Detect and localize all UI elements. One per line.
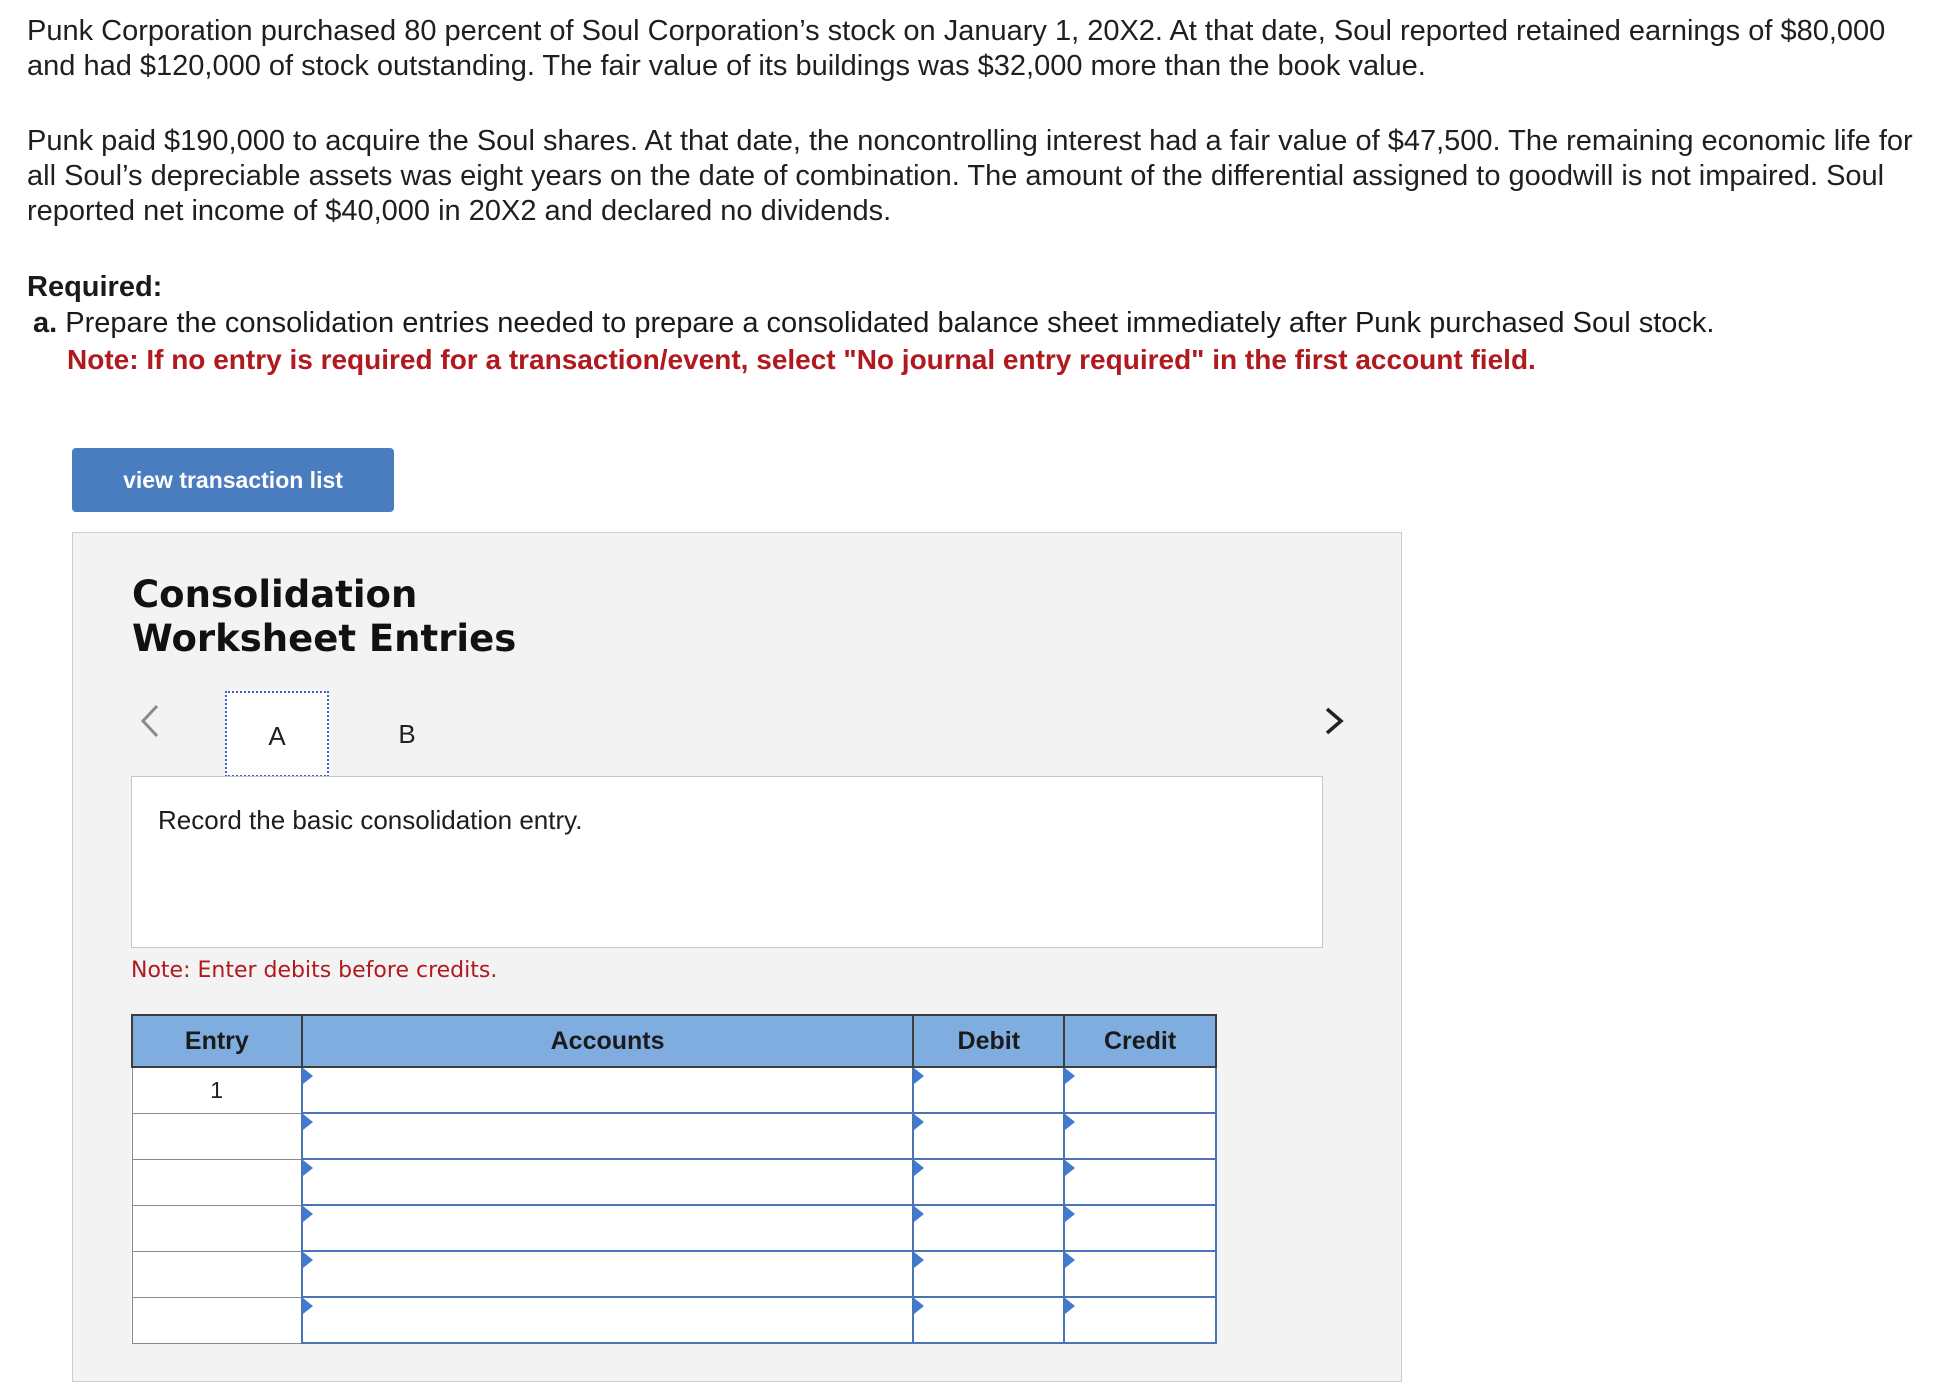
entry-number xyxy=(132,1205,302,1251)
worksheet-title-line2: Worksheet Entries xyxy=(132,617,517,660)
chevron-left-icon[interactable] xyxy=(135,701,165,741)
entry-number: 1 xyxy=(132,1067,302,1113)
no-entry-note: Note: If no entry is required for a transaction/event, select "No journal entry required" in the first account field. xyxy=(67,344,1536,375)
debit-column-header: Debit xyxy=(913,1015,1064,1067)
triangle-right-icon xyxy=(1065,1114,1075,1130)
tab-a[interactable]: A xyxy=(225,691,329,777)
account-select[interactable] xyxy=(302,1067,914,1113)
account-input[interactable] xyxy=(303,1114,913,1158)
debit-input[interactable] xyxy=(914,1068,1063,1112)
debit-field[interactable] xyxy=(913,1205,1064,1251)
account-input[interactable] xyxy=(303,1206,913,1250)
debit-field[interactable] xyxy=(913,1297,1064,1343)
credit-input[interactable] xyxy=(1065,1206,1215,1250)
worksheet-panel xyxy=(72,532,1402,1382)
triangle-right-icon xyxy=(914,1114,924,1130)
table-row xyxy=(132,1113,1216,1159)
credit-field[interactable] xyxy=(1064,1251,1216,1297)
triangle-right-icon xyxy=(303,1206,313,1222)
debit-input[interactable] xyxy=(914,1160,1063,1204)
triangle-right-icon xyxy=(303,1252,313,1268)
worksheet-title xyxy=(132,573,632,661)
view-transaction-list-button[interactable]: view transaction list xyxy=(72,448,394,512)
debit-input[interactable] xyxy=(914,1298,1063,1342)
account-select[interactable] xyxy=(302,1159,914,1205)
problem-paragraph-1: Punk Corporation purchased 80 percent of Soul Corporation’s stock on January 1, 20X2. At that date, Soul reported retained earnings of $80,000 and had $120,000 of stock outstanding. The fair value of its buildings was $32,000 more than the book value. xyxy=(27,15,1886,82)
tab-b[interactable]: B xyxy=(398,719,416,749)
account-input[interactable] xyxy=(303,1068,913,1112)
triangle-right-icon xyxy=(1065,1068,1075,1084)
required-letter: a. xyxy=(33,307,58,339)
triangle-right-icon xyxy=(303,1068,313,1084)
triangle-right-icon xyxy=(1065,1298,1075,1314)
credit-input[interactable] xyxy=(1065,1298,1215,1342)
worksheet-title-line1: Consolidation xyxy=(132,573,418,616)
debit-field[interactable] xyxy=(913,1251,1064,1297)
credit-input[interactable] xyxy=(1065,1160,1215,1204)
required-text: Prepare the consolidation entries needed to prepare a consolidated balance sheet immediately after Punk purchased Soul stock. xyxy=(65,307,1715,339)
account-select[interactable] xyxy=(302,1297,914,1343)
table-row xyxy=(132,1159,1216,1205)
triangle-right-icon xyxy=(914,1252,924,1268)
instruction-box xyxy=(131,776,1323,948)
account-select[interactable] xyxy=(302,1251,914,1297)
entry-number xyxy=(132,1113,302,1159)
triangle-right-icon xyxy=(914,1160,924,1176)
debit-field[interactable] xyxy=(913,1067,1064,1113)
credit-input[interactable] xyxy=(1065,1252,1215,1296)
account-input[interactable] xyxy=(303,1252,913,1296)
problem-text xyxy=(27,14,1927,378)
debit-input[interactable] xyxy=(914,1252,1063,1296)
problem-paragraph-2: Punk paid $190,000 to acquire the Soul shares. At that date, the noncontrolling interest had a fair value of $47,500. The remaining economic life for all Soul’s depreciable assets was eight years on the date of combination. The amount of the differential assigned to goodwill is not impaired. Soul reported net income of $40,000 in 20X2 and declared no dividends. xyxy=(27,125,1913,227)
accounts-column-header: Accounts xyxy=(302,1015,914,1067)
triangle-right-icon xyxy=(914,1206,924,1222)
triangle-right-icon xyxy=(1065,1252,1075,1268)
chevron-right-icon[interactable] xyxy=(1319,701,1349,741)
triangle-right-icon xyxy=(303,1298,313,1314)
debit-field[interactable] xyxy=(913,1113,1064,1159)
triangle-right-icon xyxy=(303,1114,313,1130)
account-select[interactable] xyxy=(302,1113,914,1159)
credit-field[interactable] xyxy=(1064,1113,1216,1159)
triangle-right-icon xyxy=(914,1068,924,1084)
entry-number xyxy=(132,1297,302,1343)
debits-note: Note: Enter debits before credits. xyxy=(131,958,498,983)
account-input[interactable] xyxy=(303,1298,913,1342)
instruction-text: Record the basic consolidation entry. xyxy=(158,805,583,835)
table-row xyxy=(132,1067,1216,1113)
triangle-right-icon xyxy=(1065,1206,1075,1222)
table-row xyxy=(132,1297,1216,1343)
account-select[interactable] xyxy=(302,1205,914,1251)
debit-input[interactable] xyxy=(914,1114,1063,1158)
account-input[interactable] xyxy=(303,1160,913,1204)
triangle-right-icon xyxy=(1065,1160,1075,1176)
debit-input[interactable] xyxy=(914,1206,1063,1250)
credit-column-header: Credit xyxy=(1064,1015,1216,1067)
triangle-right-icon xyxy=(303,1160,313,1176)
table-row xyxy=(132,1251,1216,1297)
credit-input[interactable] xyxy=(1065,1114,1215,1158)
credit-field[interactable] xyxy=(1064,1297,1216,1343)
required-heading: Required: xyxy=(27,271,163,303)
journal-entry-table xyxy=(131,1014,1217,1344)
table-header-row xyxy=(132,1015,1216,1067)
credit-field[interactable] xyxy=(1064,1067,1216,1113)
table-row xyxy=(132,1205,1216,1251)
credit-field[interactable] xyxy=(1064,1205,1216,1251)
triangle-right-icon xyxy=(914,1298,924,1314)
entry-number xyxy=(132,1159,302,1205)
credit-input[interactable] xyxy=(1065,1068,1215,1112)
entry-number xyxy=(132,1251,302,1297)
entry-column-header: Entry xyxy=(132,1015,302,1067)
debit-field[interactable] xyxy=(913,1159,1064,1205)
required-item-a xyxy=(33,305,1927,342)
credit-field[interactable] xyxy=(1064,1159,1216,1205)
